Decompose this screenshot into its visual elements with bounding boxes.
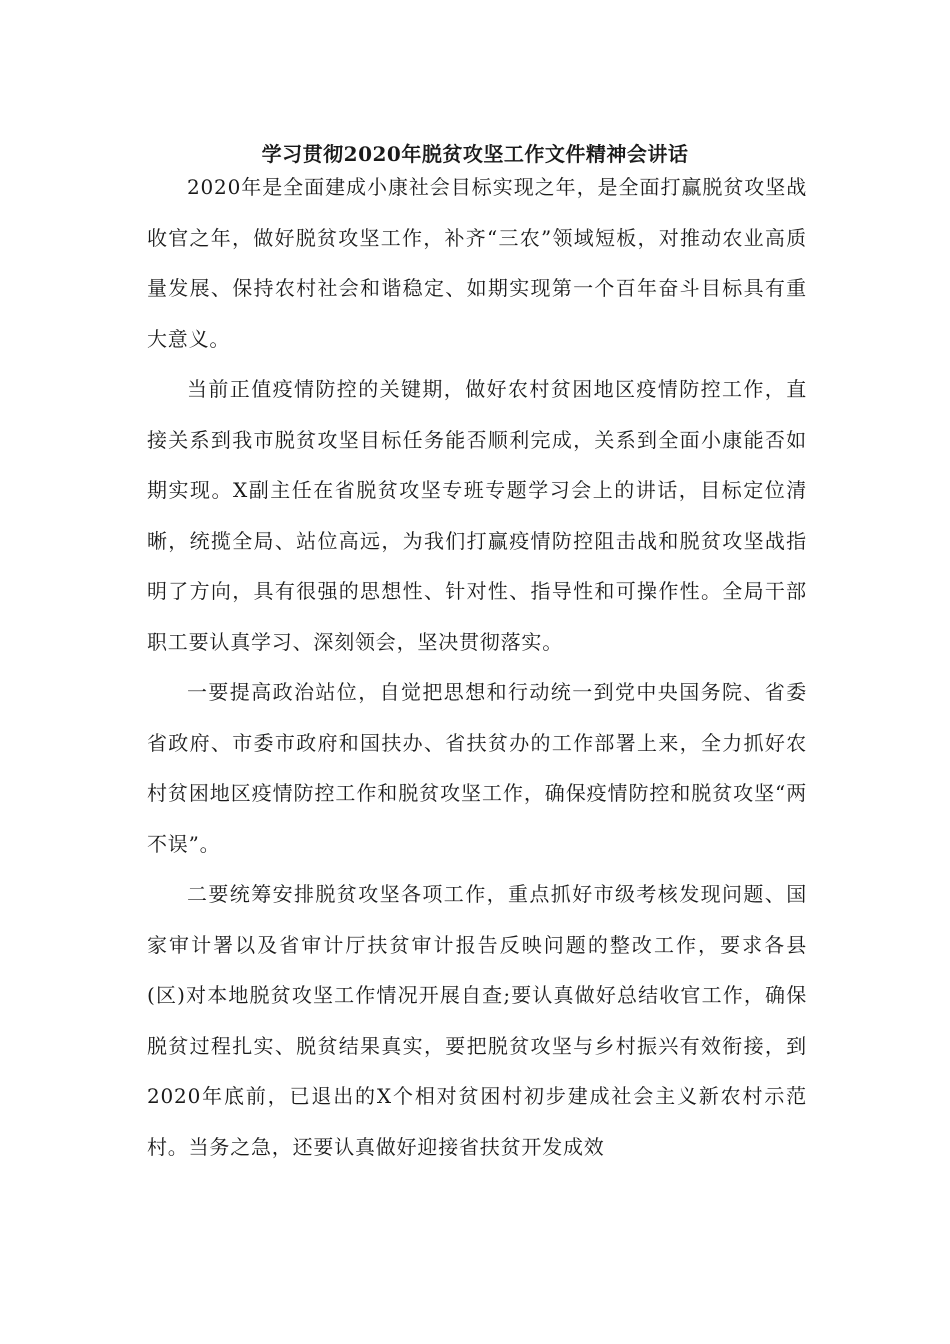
- paragraph-4: 二要统筹安排脱贫攻坚各项工作，重点抓好市级考核发现问题、国家审计署以及省审计厅扶贫审计报告反映问题的整改工作，要求各县(区)对本地脱贫攻坚工作情况开展自查;要认真做好总结收官工作，确保脱贫过程扎实、脱贫结果真实，要把脱贫攻坚与乡村振兴有效衔接，到2020年底前，已退出的X个相对贫困村初步建成社会主义新农村示范村。当务之急，还要认真做好迎接省扶贫开发成效: [147, 882, 807, 1159]
- paragraph-1: 2020年是全面建成小康社会目标实现之年，是全面打赢脱贫攻坚战收官之年，做好脱贫攻坚工作，补齐“三农”领域短板，对推动农业高质量发展、保持农村社会和谐稳定、如期实现第一个百年奋斗目标具有重大意义。: [147, 175, 807, 351]
- document-body: [147, 162, 807, 1172]
- document-title: 学习贯彻2020年脱贫攻坚工作文件精神会讲话: [261, 142, 689, 166]
- paragraph-3: 一要提高政治站位，自觉把思想和行动统一到党中央国务院、省委省政府、市委市政府和国扶办、省扶贫办的工作部署上来，全力抓好农村贫困地区疫情防控工作和脱贫攻坚工作，确保疫情防控和脱贫攻坚“两不误”。: [147, 680, 807, 856]
- paragraph-2: 当前正值疫情防控的关键期，做好农村贫困地区疫情防控工作，直接关系到我市脱贫攻坚目标任务能否顺利完成，关系到全面小康能否如期实现。X副主任在省脱贫攻坚专班专题学习会上的讲话，目标定位清晰，统揽全局、站位高远，为我们打赢疫情防控阻击战和脱贫攻坚战指明了方向，具有很强的思想性、针对性、指导性和可操作性。全局干部职工要认真学习、深刻领会，坚决贯彻落实。: [147, 377, 807, 654]
